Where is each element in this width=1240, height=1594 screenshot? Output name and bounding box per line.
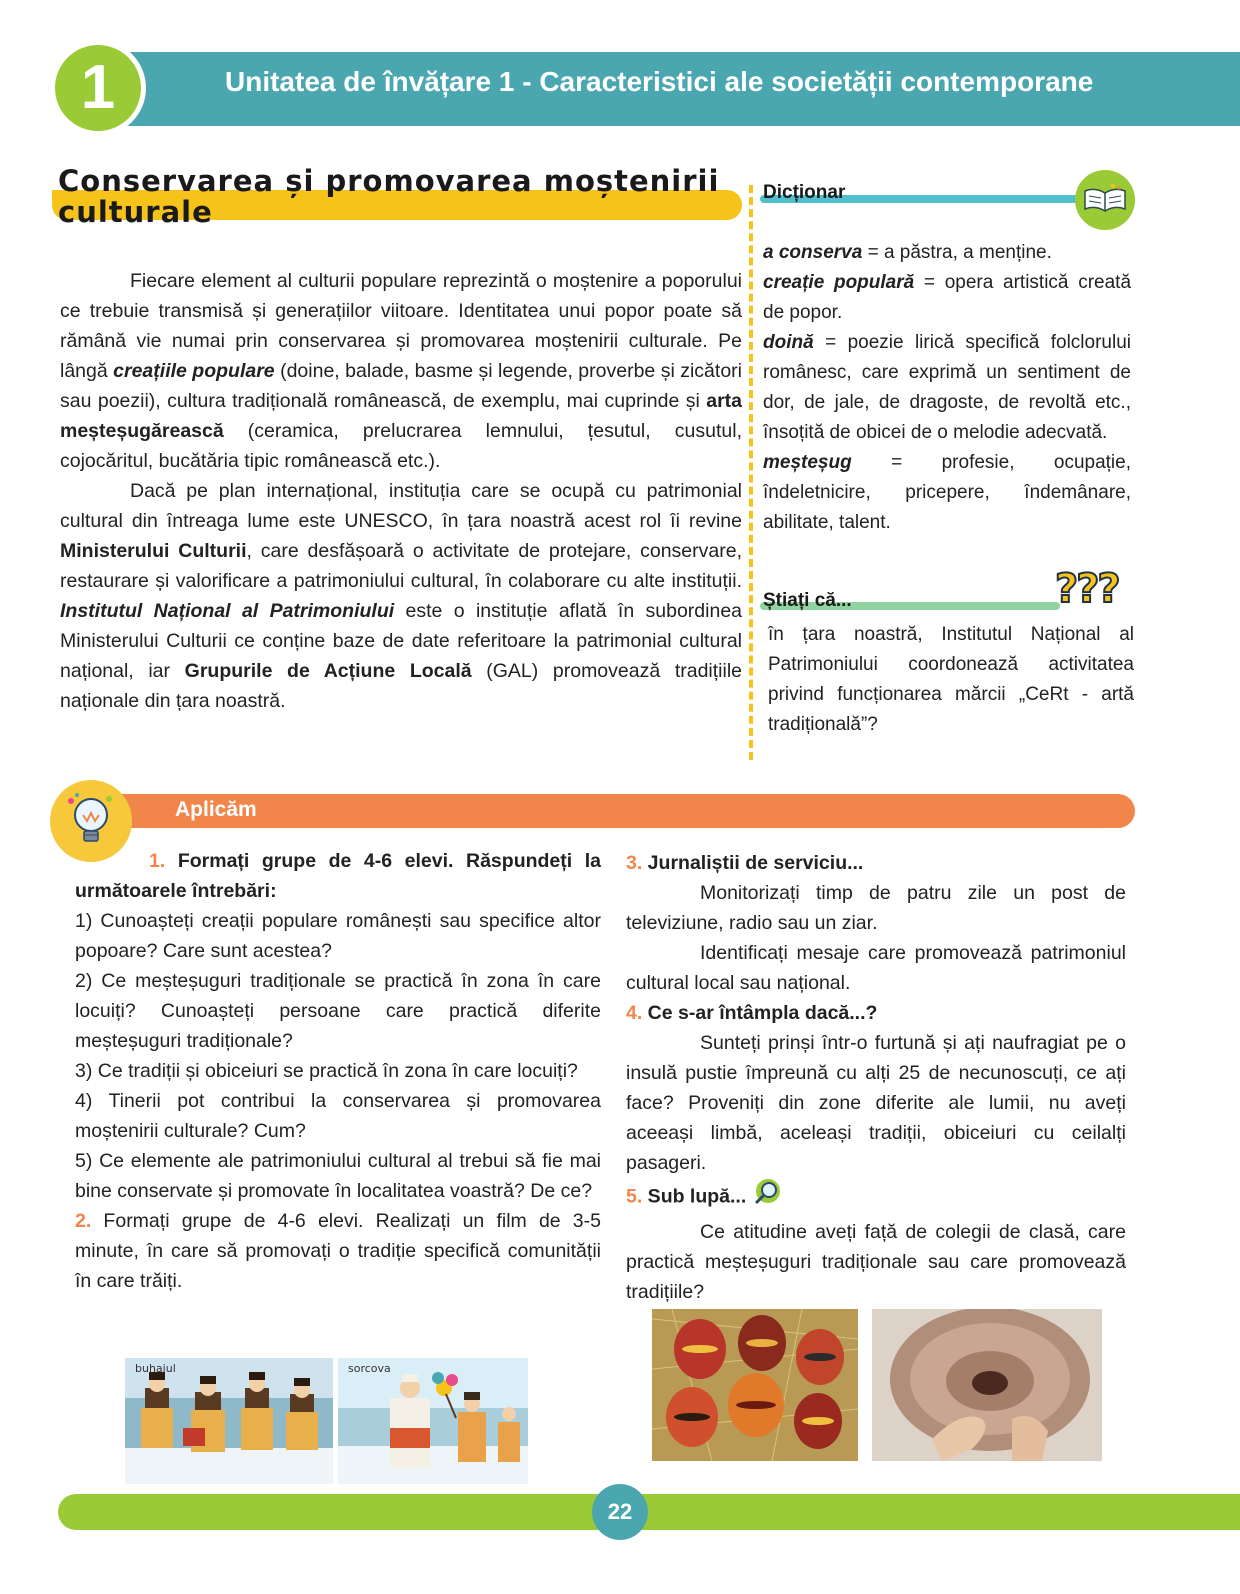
task-2 <box>75 1206 601 1296</box>
apply-label: Aplicăm <box>175 798 257 821</box>
footer-band <box>58 1494 1240 1530</box>
emphasis-creatii-populare: creațiile populare <box>113 360 275 382</box>
task-5-text: Ce atitudine aveți față de colegii de clasă, care practică meșteșuguri tradiționale sau care promovează tradițiile? <box>626 1221 1126 1303</box>
task-text: Formați grupe de 4-6 elevi. Realizați un film de 3-5 minute, în care să promovați o tradiție specifică comunității în care trăiți. <box>75 1210 601 1292</box>
emphasis-ministerul-culturii: Ministerului Culturii <box>60 540 247 562</box>
question-marks-icon: ??? <box>1055 566 1119 612</box>
text-segment: este o instituție aflată în subordinea Ministerului Culturii ce conține baze de date referitoare la patrimonial cultural național, iar <box>60 600 743 682</box>
task-3-text: Monitorizați timp de patru zile un post de televiziune, radio sau un ziar. <box>626 882 1126 934</box>
dictionary-term: a conserva <box>763 242 863 263</box>
unit-number-badge: 1 <box>50 40 146 136</box>
book-icon <box>1075 170 1135 230</box>
dictionary-definition: = a păstra, a menține. <box>862 242 1052 263</box>
dictionary-definition: = opera artistică creată de popor. <box>763 272 1132 323</box>
image-caption-sorcova: sorcova <box>348 1362 391 1375</box>
article-body <box>60 266 742 716</box>
task-1-question: 1) Cunoașteți creații populare românești sau specifice altor popoare? Care sunt acestea? <box>75 910 601 962</box>
task-title: Ce s-ar întâmpla dacă...? <box>642 1002 878 1024</box>
magnifier-icon <box>750 1178 784 1217</box>
pottery-wheel-photo <box>872 1309 1102 1461</box>
task-title: Formați grupe de 4-6 elevi. Răspundeți la următoarele întrebări: <box>75 850 601 902</box>
emphasis-arta-mestesugareasca: arta meșteșugărească <box>60 390 742 442</box>
did-you-know-label: Știați că... <box>763 590 852 611</box>
text-segment: (GAL) promovează tradițiile naționale din țara noastră. <box>60 660 743 712</box>
task-number: 1. <box>149 850 166 872</box>
sorcova-illustration <box>338 1358 528 1484</box>
dictionary-body <box>763 238 1131 538</box>
task-title: Sub lupă... <box>642 1185 747 1208</box>
dictionary-definition: = poezie lirică specifică folclorului românesc, care exprimă un sentiment de dor, de jale, de dragoste, de revoltă etc., însoțită de obicei de o melodie adecvată. <box>763 332 1131 443</box>
dictionary-entry <box>763 238 1131 268</box>
apply-left-column <box>75 846 601 1296</box>
text-segment: (doine, balade, basme și legende, proverbe și zicători sau poezii), cultura tradițională românească, de exemplu, mai cuprinde și <box>60 360 742 412</box>
dictionary-entry <box>763 448 1131 538</box>
image-caption-buhaiul: buhaiul <box>135 1362 176 1375</box>
task-number: 2. <box>75 1210 92 1232</box>
dictionary-term: meșteșug <box>763 452 852 473</box>
emphasis-institutul-national: Institutul Național al Patrimoniului <box>60 600 395 622</box>
task-1-heading <box>75 846 601 906</box>
text-segment: (ceramica, prelucrarea lemnului, țesutul, cusutul, cojocăritul, bucătăria tipic românească etc.). <box>60 420 742 472</box>
task-title: Jurnaliștii de serviciu... <box>642 852 864 874</box>
apply-right-column <box>626 848 1126 1307</box>
task-1-question: 5) Ce elemente ale patrimoniului cultural al trebui să fie mai bine conservate și promovate în localitatea voastră? De ce? <box>75 1150 601 1202</box>
painted-eggs-photo <box>652 1309 858 1461</box>
task-4-heading <box>626 998 1126 1028</box>
text-segment: Dacă pe plan internațional, instituția care se ocupă cu patrimonial cultural din întreaga lume este UNESCO, în țara noastră acest rol îi revine <box>60 480 742 532</box>
text-segment: , care desfășoară o activitate de protejare, conservare, restaurare și valorificare a patrimoniului cultural, în colaborare cu alte instituții. <box>60 540 742 592</box>
header-title: Unitatea de învățare 1 - Caracteristici ale societății contemporane <box>225 66 1094 97</box>
dictionary-term: creație populară <box>763 272 915 293</box>
task-5-heading <box>626 1178 1126 1217</box>
buhaiul-illustration <box>125 1358 333 1484</box>
dictionary-term: doină <box>763 332 814 353</box>
dictionary-label: Dicționar <box>763 182 846 203</box>
article-paragraph-1 <box>60 266 742 476</box>
task-number: 4. <box>626 1002 643 1024</box>
emphasis-gal: Grupurile de Acțiune Locală <box>184 660 472 682</box>
task-1-question: 4) Tinerii pot contribui la conservarea și promovarea moștenirii culturale? Cum? <box>75 1090 601 1142</box>
task-1-question: 3) Ce tradiții și obiceiuri se practică în zona în care locuiți? <box>75 1060 578 1082</box>
page-number: 22 <box>592 1484 648 1540</box>
dictionary-definition: = profesie, ocupație, îndeletnicire, pricepere, îndemânare, abilitate, talent. <box>763 452 1131 533</box>
task-4-text: Sunteți prinși într-o furtună și ați naufragiat pe o insulă pustie împreună cu alți 25 de necunoscuți, ce ați face? Proveniți din zone diferite ale lumii, nu aveți aceeași limbă, aceleași tradiții, obiceiuri cu ceilalți pasageri. <box>626 1032 1126 1174</box>
dictionary-entry <box>763 268 1131 328</box>
task-number: 3. <box>626 852 643 874</box>
dictionary-entry <box>763 328 1131 448</box>
text-segment: Fiecare element al culturii populare reprezintă o moștenire a poporului ce trebuie transmisă și generațiilor viitoare. Identitatea unui popor poate să rămână vie numai prin conservarea și promovarea moștenirii culturale. Pe lângă <box>60 270 742 382</box>
task-3-heading <box>626 848 1126 878</box>
task-number: 5. <box>626 1185 643 1208</box>
task-3-text: Identificați mesaje care promovează patrimoniul cultural local sau național. <box>626 942 1126 994</box>
task-1-question: 2) Ce meșteșuguri tradiționale se practică în zona în care locuiți? Cunoașteți persoane care practică diferite meșteșuguri tradiționale? <box>75 970 601 1052</box>
column-divider <box>749 185 753 760</box>
article-title: Conservarea și promovarea moștenirii culturale <box>58 164 720 229</box>
article-paragraph-2 <box>60 476 742 716</box>
did-you-know-text: în țara noastră, Institutul Național al Patrimoniului coordonează activitatea privind funcționarea mărcii „CeRt - artă tradițională”? <box>768 624 1134 735</box>
